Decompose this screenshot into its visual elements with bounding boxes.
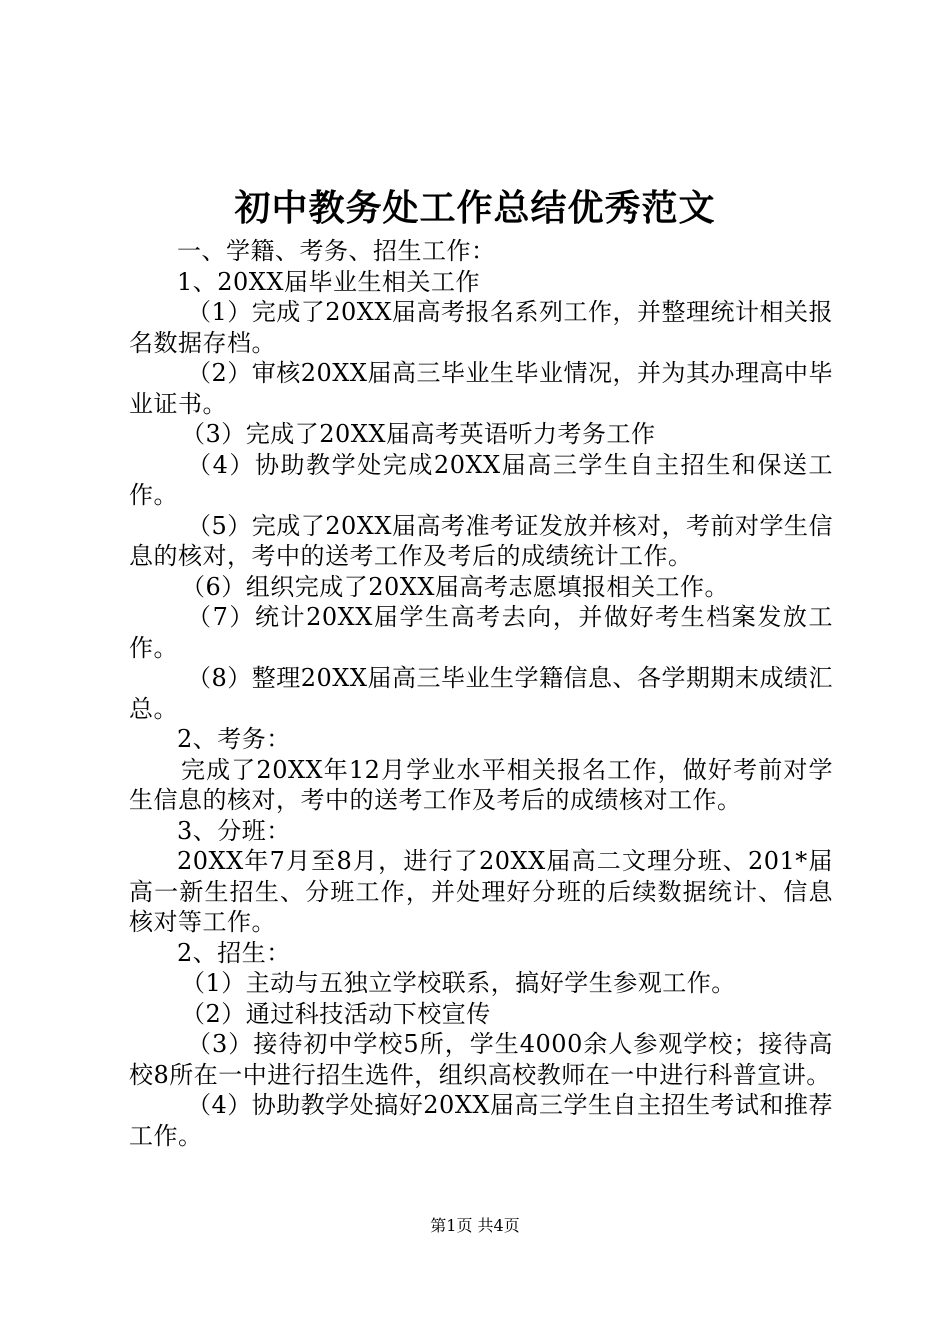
subsection-heading: 2、考务： — [177, 725, 291, 753]
list-item: （4）协助教学处完成20XX届高三学生自主招生和保送工作。 — [129, 450, 833, 509]
page-title: 初中教务处工作总结优秀范文 — [234, 187, 716, 229]
subsection-heading: 3、分班： — [177, 816, 291, 845]
list-item: （1）完成了20XX届高考报名系列工作，并整理统计相关报名数据存档。 — [129, 298, 833, 357]
list-item: （3）完成了20XX届高考英语听力考务工作 — [181, 420, 656, 448]
subsection-heading: 2、招生： — [177, 938, 291, 967]
subsection-heading: 1、20XX届毕业生相关工作 — [177, 267, 480, 296]
list-item: （2）通过科技活动下校宣传 — [181, 999, 491, 1028]
list-item: （4）协助教学处搞好20XX届高三学生自主招生考试和推荐工作。 — [129, 1091, 833, 1150]
section-heading: 一、学籍、考务、招生工作： — [177, 237, 496, 265]
paragraph: 20XX年7月至8月，进行了20XX届高二文理分班、201*届高一新生招生、分班工作，并处理好分班的后续数据统计、信息核对等工作。 — [129, 847, 833, 936]
list-item: （8）整理20XX届高三毕业生学籍信息、各学期期末成绩汇总。 — [129, 664, 833, 723]
paragraph: 完成了20XX年12月学业水平相关报名工作，做好考前对学生信息的核对，考中的送考工作及考后的成绩核对工作。 — [129, 755, 833, 814]
page-number-footer: 第1页 共4页 — [430, 1216, 520, 1235]
list-item: （3）接待初中学校5所，学生4000余人参观学校；接待高校8所在一中进行招生选件，组织高校教师在一中进行科普宣讲。 — [129, 1030, 833, 1089]
document-body — [129, 236, 833, 1151]
list-item: （1）主动与五独立学校联系，搞好学生参观工作。 — [181, 969, 736, 997]
list-item: （2）审核20XX届高三毕业生毕业情况，并为其办理高中毕业证书。 — [129, 359, 833, 418]
list-item: （6）组织完成了20XX届高考志愿填报相关工作。 — [181, 572, 729, 601]
list-item: （7）统计20XX届学生高考去向，并做好考生档案发放工作。 — [129, 603, 833, 662]
list-item: （5）完成了20XX届高考准考证发放并核对，考前对学生信息的核对，考中的送考工作及考后的成绩统计工作。 — [129, 511, 833, 570]
